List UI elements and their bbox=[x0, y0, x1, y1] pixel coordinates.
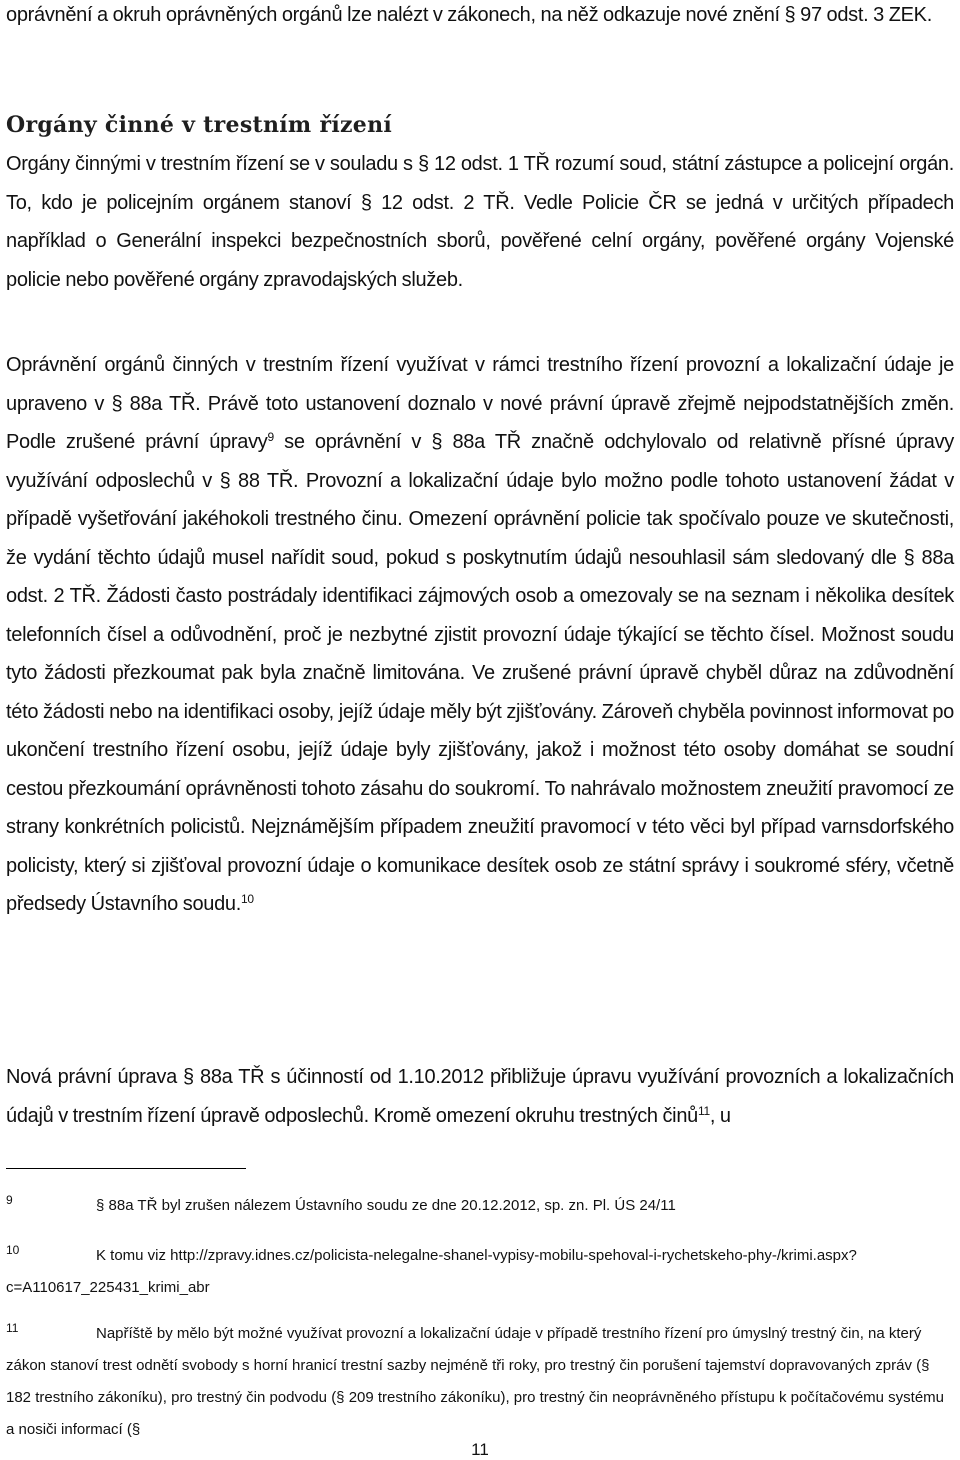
section-heading: Orgány činné v trestním řízení bbox=[6, 112, 393, 138]
paragraph-new-law bbox=[6, 1058, 954, 1135]
paragraph-new-law-text-1: Nová právní úprava § 88a TŘ s účinností od 1.10.2012 přibližuje úpravu využívání provozních a lokalizačních údajů v trestním řízení úpravě odposlechů. Kromě omezení okruhu trestných činů bbox=[6, 1066, 954, 1127]
footnote-link-text[interactable]: K tomu viz http://zpravy.idnes.cz/policista-nelegalne-shanel-vypisy-mobilu-spehoval-i-rychetskeho-phy-/krimi.aspx?c=A110617_225431_krimi_abr bbox=[6, 1247, 857, 1296]
paragraph-intro: oprávnění a okruh oprávněných orgánů lze nalézt v zákonech, na něž odkazuje nové znění § 97 odst. 3 ZEK. bbox=[6, 4, 932, 26]
paragraph-organs: Orgány činnými v trestním řízení se v souladu s § 12 odst. 1 TŘ rozumí soud, státní zástupce a policejní orgán. To, kdo je policejním orgánem stanoví § 12 odst. 2 TŘ. Vedle Policie ČR se jedná v určitých případech například o Generální inspekci bezpečnostních sborů, pověřené celní orgány, pověřené orgány Vojenské policie nebo pověřené orgány zpravodajských služeb. bbox=[6, 153, 954, 291]
footnote-ref-9[interactable]: 9 bbox=[267, 430, 274, 444]
footnote-number: 11 bbox=[6, 1321, 19, 1335]
footnote-number: 9 bbox=[6, 1193, 13, 1207]
page-number: 11 bbox=[471, 1440, 489, 1459]
paragraph-new-law-text-2: , u bbox=[709, 1104, 731, 1127]
paragraph-authority-text-1: Oprávnění orgánů činných v trestním řízení využívat v rámci trestního řízení provozní a lokalizační údaje je upraveno v § 88a TŘ. Právě toto ustanovení doznalo v nové právní úpravě zřejmě nejpodstatnějších změn. Podle zrušené právní úpravy bbox=[6, 354, 954, 453]
footnote-10 bbox=[6, 1240, 954, 1304]
footnote-number: 10 bbox=[6, 1243, 20, 1257]
footnote-ref-10[interactable]: 10 bbox=[241, 892, 254, 906]
paragraph-authority bbox=[6, 346, 954, 924]
footnote-text: Napříště by mělo být možné využívat provozní a lokalizační údaje v případě trestního řízení pro úmyslný trestný čin, na který zákon stanoví trest odnětí svobody s horní hranicí trestní sazby nejméně tři roky, pro trestný čin porušení tajemství dopravovaných zpráv (§ 182 trestního zákoníku), pro trestný čin podvodu (§ 209 trestního zákoníku), pro trestný čin neoprávněného přístupu k počítačovému systému a nosiči informací (§ bbox=[6, 1325, 945, 1438]
footnote-9 bbox=[6, 1190, 954, 1222]
footnote-separator bbox=[6, 1168, 246, 1169]
paragraph-authority-text-2: se oprávnění v § 88a TŘ značně odchylovalo od relativně přísné úpravy využívání odposlechů v § 88 TŘ. Provozní a lokalizační údaje bylo možno podle tohoto ustanovení žádat v případě vyšetřování jakéhokoli trestného činu. Omezení oprávnění policie tak spočívalo pouze ve skutečnosti, že vydání těchto údajů musel nařídit soud, pokud s poskytnutím údajů nesouhlasil sám sledovaný dle § 88a odst. 2 TŘ. Žádosti často postrádaly identifikaci zájmových osob a omezovaly se na seznam i několika desítek telefonních čísel a odůvodnění, proč je nezbytné zjistit provozní údaje týkající se těchto čísel. Možnost soudu tyto žádosti přezkoumat pak byla značně limitována. Ve zrušené právní úpravě chyběl důraz na zdůvodnění této žádosti nebo na identifikaci osoby, jejíž údaje měly být zjišťovány. Zároveň chyběla povinnost informovat po ukončení trestního řízení osobu, jejíž údaje byly zjišťovány, jakož i možnost této osoby domáhat se soudní cestou přezkoumání oprávněnosti tohoto zásahu do soukromí. To nahrávalo možnostem zneužití pravomocí ze strany konkrétních policistů. Nejznámějším případem zneužití pravomocí v této věci byl případ varnsdorfského policisty, který si zjišťoval provozní údaje o komunikace desítek osob ze státní správy i soukromé sféry, včetně předsedy Ústavního soudu. bbox=[6, 431, 954, 915]
footnote-text: § 88a TŘ byl zrušen nálezem Ústavního soudu ze dne 20.12.2012, sp. zn. Pl. ÚS 24/11 bbox=[96, 1197, 676, 1214]
footnote-11 bbox=[6, 1318, 954, 1446]
footnote-ref-11[interactable]: 11 bbox=[697, 1103, 710, 1118]
